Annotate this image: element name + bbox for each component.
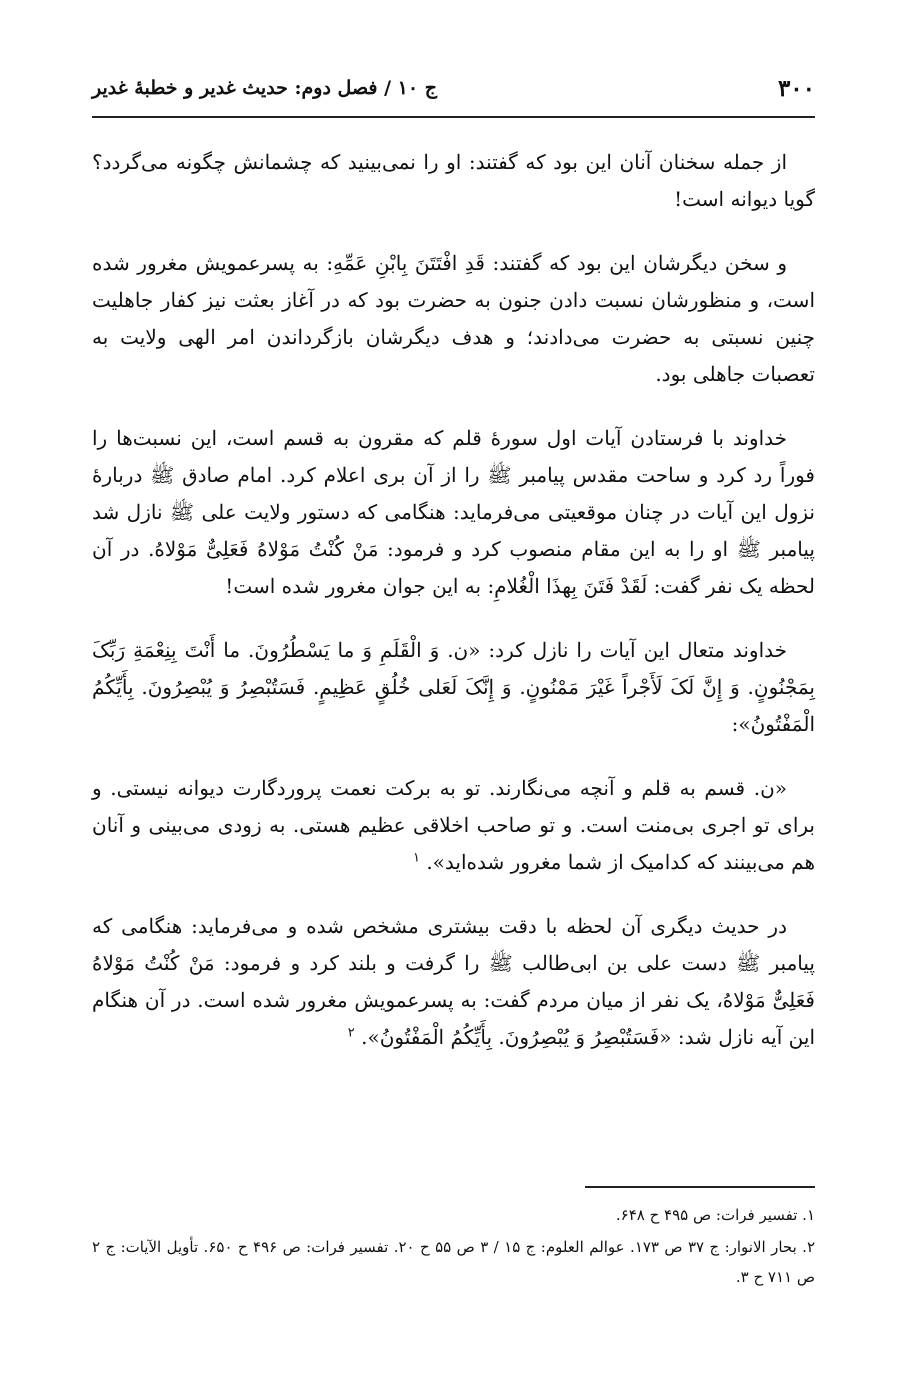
paragraph-text: «ن. قسم به قلم و آنچه می‌نگارند. تو به برکت نعمت پروردگارت دیوانه نیستی. و برای تو اجری بی‌منت است. و تو صاحب اخلاقی عظیم هستی. به زودی می‌بینی و آنان هم می‌بینند که کدامیک از شما مغرور شده‌اید».	[92, 776, 815, 874]
main-text	[92, 144, 815, 1083]
footnote-2: ۲. بحار الانوار: ج ۳۷ ص ۱۷۳. عوالم العلوم: ج ۱۵ / ۳ ص ۵۵ ح ۲۰. تفسیر فرات: ص ۴۹۶ ح ۶۵۰. تأویل الآیات: ج ۲ ص ۷۱۱ ح ۳.	[92, 1238, 816, 1286]
paragraph-text: و سخن دیگرشان این بود که گفتند: قَدِ افْتَتَنَ بِابْنِ عَمِّهِ: به پسرعمویش مغرور شده است، و منظورشان نسبت دادن جنون به حضرت بود که در آغاز بعثت نیز کفار جاهلیت چنین نسبتی به حضرت می‌دادند؛ و هدف دیگرشان بازگرداندن امر الهی ولایت به تعصبات جاهلی بود.	[92, 251, 815, 386]
footnotes	[92, 1200, 815, 1294]
footnote-ref-1[interactable]: ۱	[412, 850, 420, 866]
paragraph-3	[92, 420, 815, 605]
footnote-divider	[585, 1186, 815, 1188]
paragraph-text: در حدیث دیگری آن لحظه با دقت بیشتری مشخص شده و می‌فرماید: هنگامی که پیامبر ﷺ دست علی بن ابی‌طالب ﷺ را گرفت و بلند کرد و فرمود: مَنْ کُنْتُ مَوْلاهُ فَعَلِیٌّ مَوْلاهُ، یک نفر از میان مردم گفت: به پسرعمویش مغرور شده است. در آن هنگام این آیه نازل شد: «فَسَتُبْصِرُ وَ یُبْصِرُونَ. بِأَیِّکُمُ الْمَفْتُونُ».	[92, 914, 815, 1049]
header-divider	[92, 116, 815, 118]
document-page	[92, 0, 815, 1390]
paragraph-text: از جمله سخنان آنان این بود که گفتند: او را نمی‌بینید که چشمانش چگونه می‌گردد؟ گویا دیوانه است!	[92, 150, 815, 211]
running-title: ج ۱۰ / فصل دوم: حدیث غدیر و خطبۀ غدیر	[92, 77, 437, 99]
paragraph-text: خداوند متعال این آیات را نازل کرد: «ن. وَ الْقَلَمِ وَ ما یَسْطُرُونَ. ما أَنْتَ بِنِعْمَةِ رَبِّکَ بِمَجْنُونٍ. وَ إِنَّ لَکَ لَأَجْراً غَیْرَ مَمْنُونٍ. وَ إِنَّکَ لَعَلی خُلُقٍ عَظِیمٍ. فَسَتُبْصِرُ وَ یُبْصِرُونَ. بِأَیِّکُمُ الْمَفْتُونُ»:	[92, 638, 816, 736]
paragraph-1	[92, 144, 815, 218]
paragraph-text: خداوند با فرستادن آیات اول سورۀ قلم که مقرون به قسم است، این نسبت‌ها را فوراً رد کرد و ساحت مقدس پیامبر ﷺ را از آن بری اعلام کرد. امام صادق ﷺ دربارۀ نزول این آیات در چنان موقعیتی می‌فرماید: هنگامی که دستور ولایت علی ﷺ نازل شد پیامبر ﷺ او را به این مقام منصوب کرد و فرمود: مَنْ کُنْتُ مَوْلاهُ فَعَلِیٌّ مَوْلاهُ. در آن لحظه یک نفر گفت: لَقَدْ فَتَنَ بِهذَا الْغُلامِ: به این جوان مغرور شده است!	[92, 426, 815, 598]
page-number: ۳۰۰	[777, 74, 815, 102]
page-header	[92, 70, 815, 106]
paragraph-5	[92, 770, 815, 881]
paragraph-6	[92, 908, 815, 1056]
footnote-ref-2[interactable]: ۲	[347, 1025, 355, 1041]
footnote-1: ۱. تفسیر فرات: ص ۴۹۵ ح ۶۴۸.	[615, 1206, 815, 1224]
paragraph-4	[92, 632, 815, 743]
paragraph-2	[92, 245, 815, 393]
